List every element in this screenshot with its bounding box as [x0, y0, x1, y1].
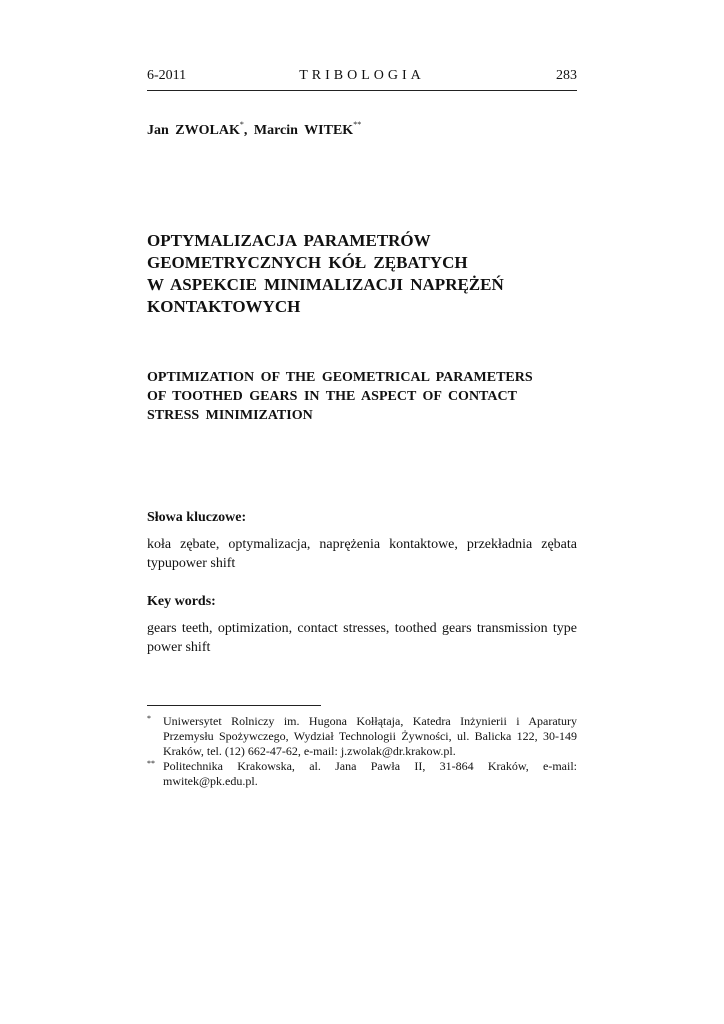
authors-line	[147, 120, 361, 139]
journal-name: TRIBOLOGIA	[299, 68, 425, 83]
title-line: OF TOOTHED GEARS IN THE ASPECT OF CONTACT	[147, 389, 517, 404]
keywords-en-heading: Key words:	[147, 594, 216, 609]
title-line: W ASPEKCIE MINIMALIZACJI NAPRĘŻEŃ	[147, 275, 504, 294]
footnote-mark: *	[147, 714, 151, 723]
author-name: Jan ZWOLAK	[147, 123, 240, 138]
title-english	[147, 368, 577, 425]
keywords-pl-text: koła zębate, optymalizacja, naprężenia kontaktowe, przekładnia zębata typupower shift	[147, 537, 577, 571]
title-line: OPTIMIZATION OF THE GEOMETRICAL PARAMETERS	[147, 370, 533, 385]
footnote-text: Politechnika Krakowska, al. Jana Pawła II, 31-864 Kraków, e-mail: mwitek@pk.edu.pl.	[163, 759, 577, 788]
title-line: OPTYMALIZACJA PARAMETRÓW	[147, 231, 431, 250]
title-line: STRESS MINIMIZATION	[147, 408, 313, 423]
footnote	[147, 714, 577, 759]
header-rule	[147, 90, 577, 91]
footnote-text: Uniwersytet Rolniczy im. Hugona Kołłątaja, Katedra Inżynierii i Aparatury Przemysłu Spożywczego, Wydział Technologii Żywności, ul. Balicka 122, 30-149 Kraków, tel. (12) 662-47-62, e-mail: j.zwolak@dr.krakow.pl.	[163, 714, 577, 758]
page-number: 283	[556, 68, 577, 83]
author-separator: ,	[243, 123, 254, 138]
title-polish	[147, 230, 577, 318]
title-line: GEOMETRYCZNYCH KÓŁ ZĘBATYCH	[147, 253, 468, 272]
footnote-mark: **	[147, 759, 155, 768]
keywords-pl-heading: Słowa kluczowe:	[147, 510, 247, 525]
author-name: Marcin WITEK	[253, 123, 354, 138]
footnote-mark: **	[353, 120, 362, 129]
footnote-rule	[147, 705, 321, 706]
footnote	[147, 759, 577, 789]
running-header	[147, 68, 577, 88]
keywords-en-text: gears teeth, optimization, contact stresses, toothed gears transmission type power shift	[147, 621, 577, 655]
footnote-mark: *	[239, 120, 244, 129]
issue-number: 6-2011	[147, 68, 187, 83]
title-line: KONTAKTOWYCH	[147, 297, 301, 316]
